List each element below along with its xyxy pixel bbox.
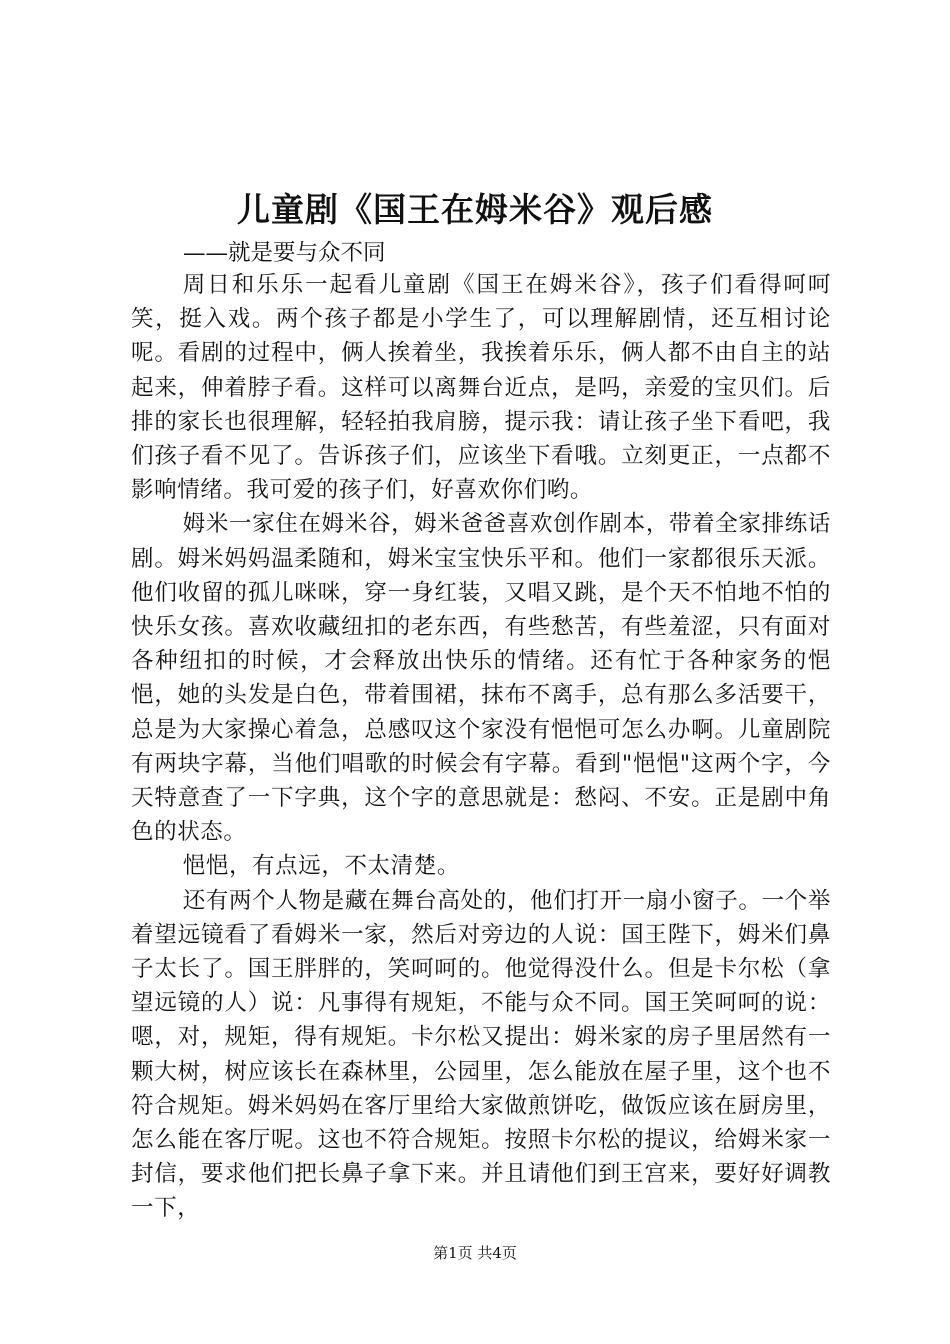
- page-number-footer: 第1页 共4页: [433, 1244, 517, 1262]
- paragraph-3: 悒悒，有点远，不太清楚。: [182, 853, 460, 880]
- document-subtitle: ——就是要与众不同: [183, 240, 386, 266]
- paragraph-4: 还有两个人物是藏在舞台高处的，他们打开一扇小窗子。一个举着望远镜看了看姆米一家，然后对旁边的人说：国王陛下，姆米们鼻子太长了。国王胖胖的，笑呵呵的。他觉得没什么。但是卡尔松（拿望远镜的人）说：凡事得有规矩，不能与众不同。国王笑呵呵的说：嗯，对，规矩，得有规矩。卡尔松又提出：姆米家的房子里居然有一颗大树，树应该长在森林里，公园里，怎么能放在屋子里，这个也不符合规矩。姆米妈妈在客厅里给大家做煎饼吃，做饭应该在厨房里，怎么能在客厅呢。这也不符合规矩。按照卡尔松的提议，给姆米家一封信，要求他们把长鼻子拿下来。并且请他们到王宫来，要好好调教一下，: [131, 887, 831, 1222]
- paragraph-2: 姆米一家住在姆米谷，姆米爸爸喜欢创作剧本，带着全家排练话剧。姆米妈妈温柔随和，姆米宝宝快乐平和。他们一家都很乐天派。他们收留的孤儿咪咪，穿一身红装，又唱又跳，是个天不怕地不怕的快乐女孩。喜欢收藏纽扣的老东西，有些愁苦，有些羞涩，只有面对各种纽扣的时候，才会释放出快乐的情绪。还有忙于各种家务的悒悒，她的头发是白色，带着围裙，抹布不离手，总有那么多活要干，总是为大家操心着急，总感叹这个家没有悒悒可怎么办啊。儿童剧院有两块字幕，当他们唱歌的时候会有字幕。看到"悒悒"这两个字，今天特意查了一下字典，这个字的意思就是：愁闷、不安。正是剧中角色的状态。: [131, 511, 831, 846]
- document-body: [131, 268, 831, 1226]
- paragraph-1: 周日和乐乐一起看儿童剧《国王在姆米谷》，孩子们看得呵呵笑，挺入戏。两个孩子都是小学生了，可以理解剧情，还互相讨论呢。看剧的过程中，俩人挨着坐，我挨着乐乐，俩人都不由自主的站起来，伸着脖子看。这样可以离舞台近点，是吗，亲爱的宝贝们。后排的家长也很理解，轻轻拍我肩膀，提示我：请让孩子坐下看吧，我们孩子看不见了。告诉孩子们，应该坐下看哦。立刻更正，一点都不影响情绪。我可爱的孩子们，好喜欢你们哟。: [131, 272, 831, 504]
- document-title: 儿童剧《国王在姆米谷》观后感: [237, 190, 713, 229]
